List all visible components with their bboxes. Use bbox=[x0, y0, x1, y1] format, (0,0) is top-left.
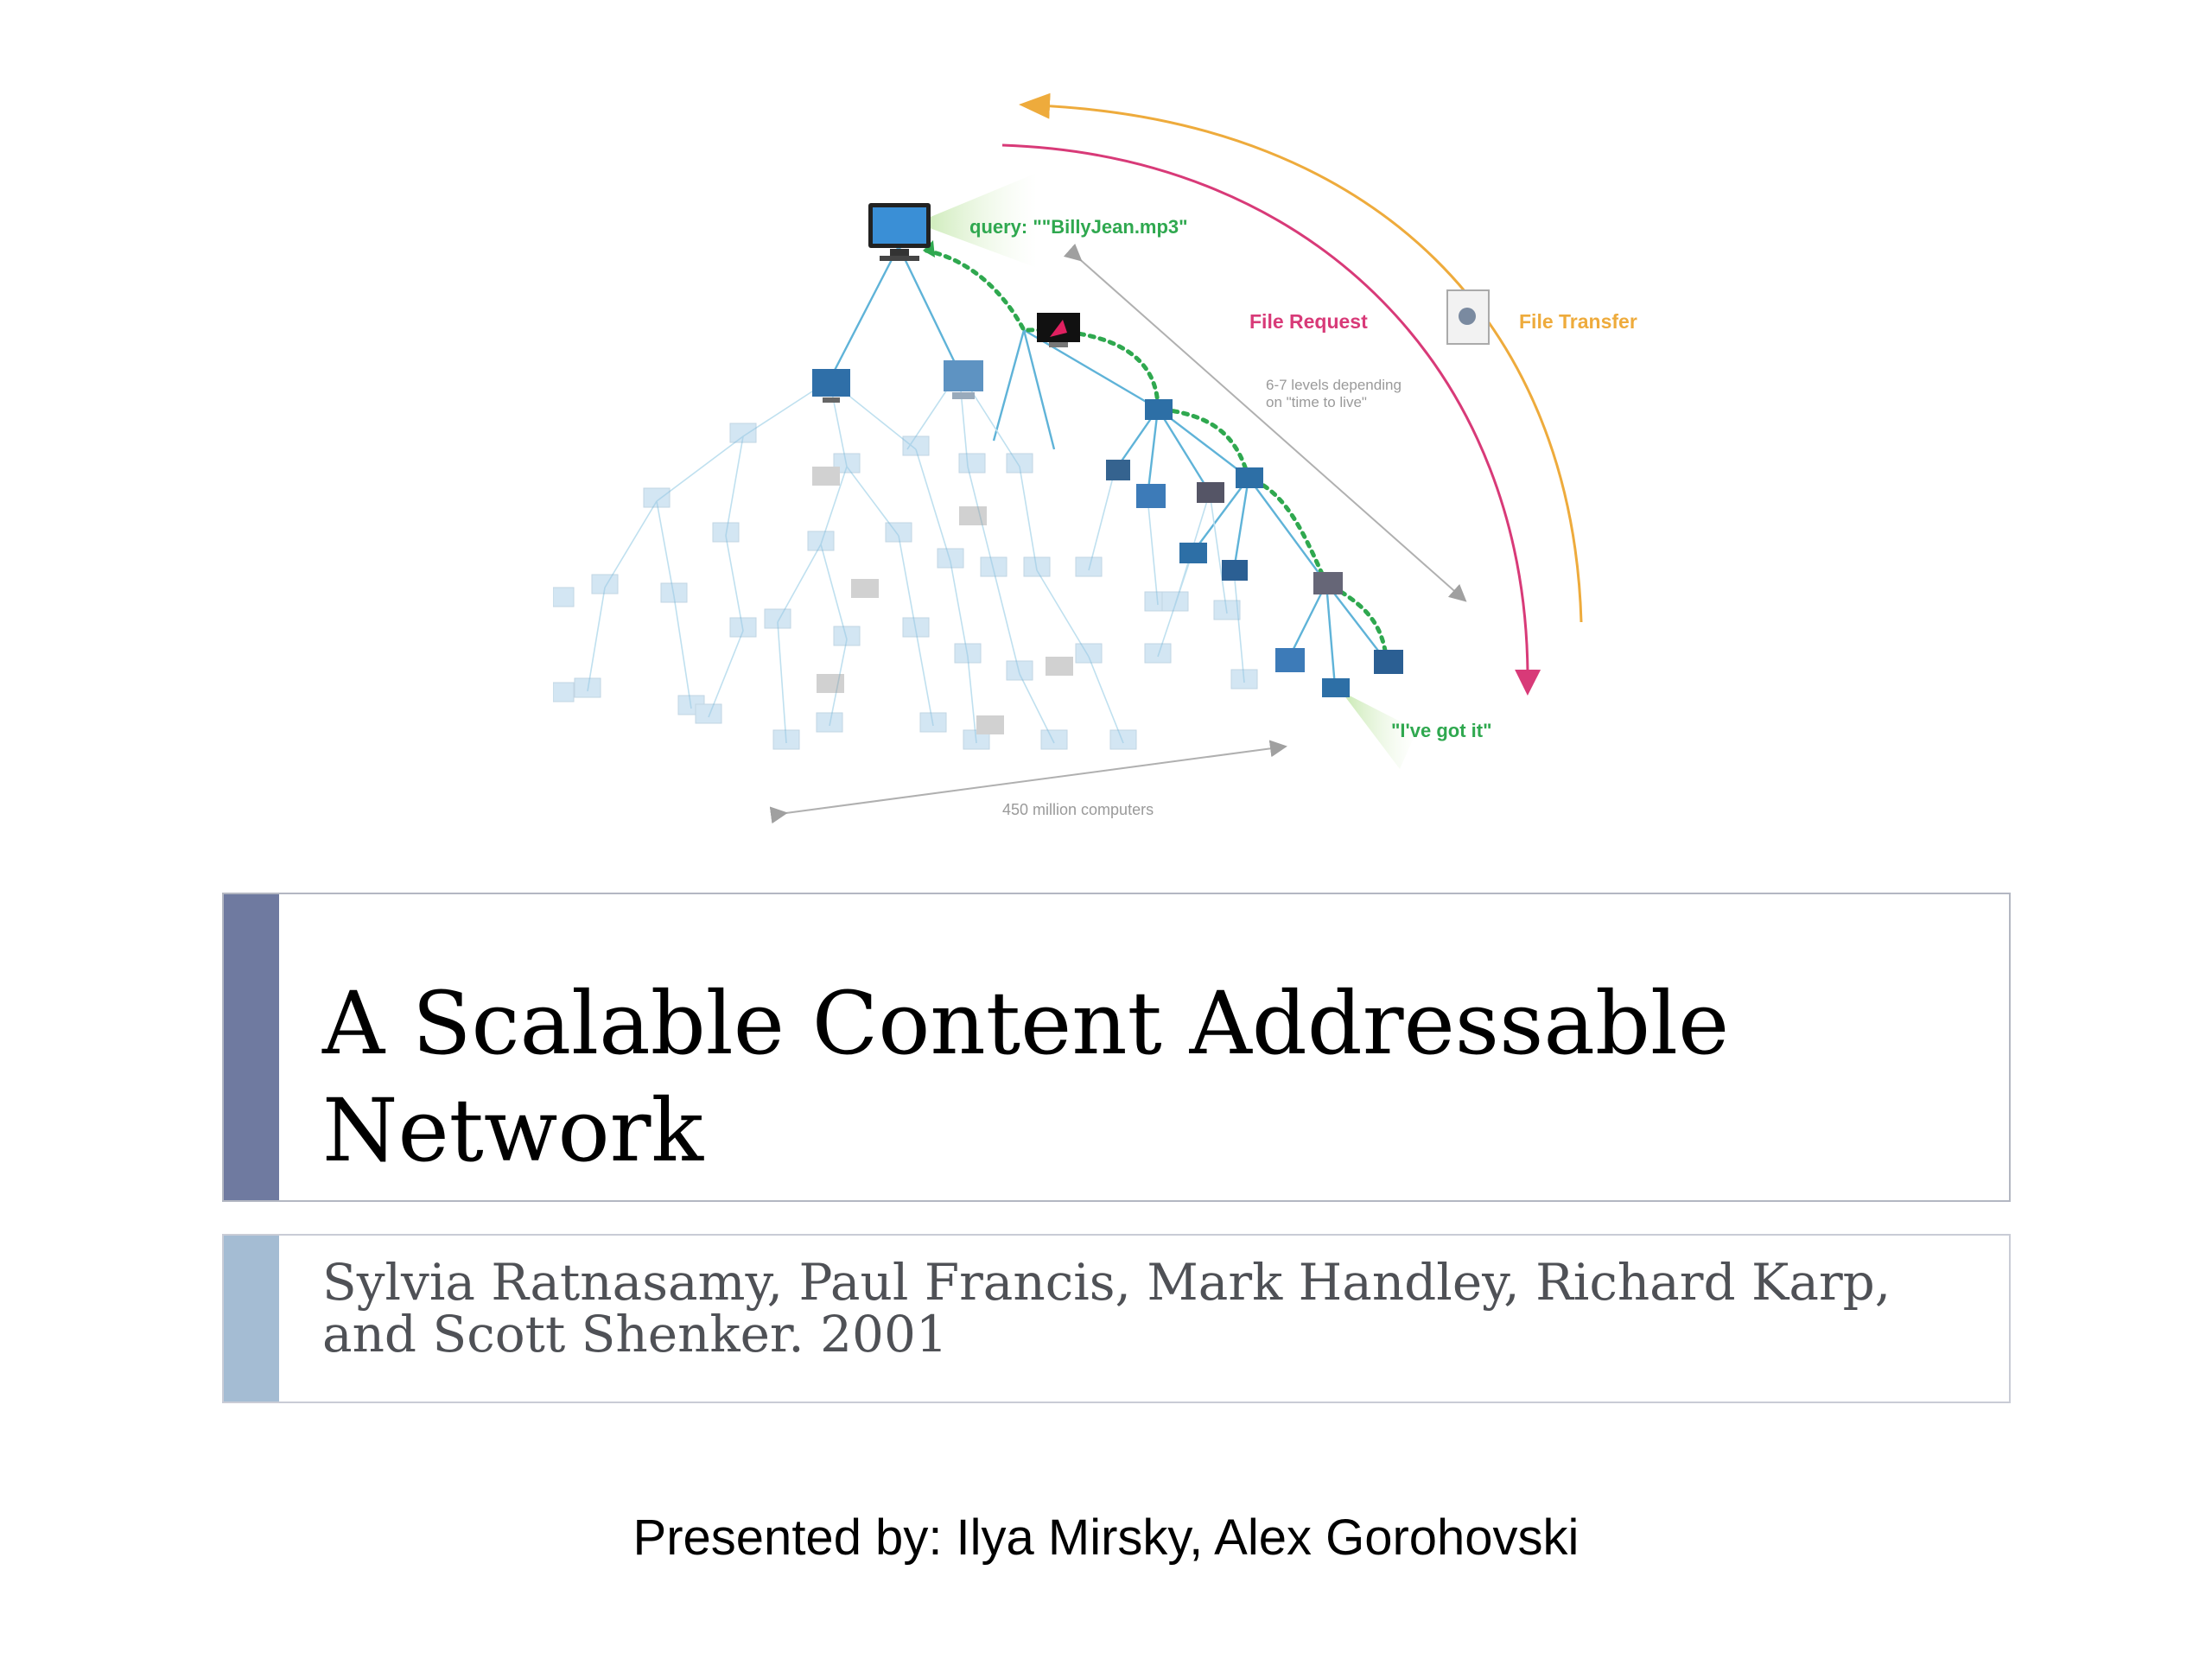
authors-line-2: and Scott Shenker. 2001 bbox=[322, 1305, 948, 1363]
computer-icon bbox=[1322, 678, 1350, 697]
levels-note-line2: on "time to live" bbox=[1266, 394, 1367, 410]
computer-icon bbox=[1222, 560, 1248, 581]
active-computers bbox=[812, 203, 1403, 697]
computers-label: 450 million computers bbox=[1002, 801, 1154, 818]
levels-note-line1: 6-7 levels depending bbox=[1266, 377, 1402, 393]
title-line-1: A Scalable Content Addressable bbox=[322, 973, 1730, 1074]
computer-icon bbox=[1145, 399, 1173, 420]
computer-icon bbox=[1179, 543, 1207, 563]
computer-icon bbox=[1136, 484, 1166, 508]
title-accent-bar bbox=[224, 894, 279, 1200]
computer-icon bbox=[1106, 460, 1130, 480]
computer-icon bbox=[812, 369, 850, 403]
querying-computer-icon bbox=[868, 203, 931, 261]
file-request-label: File Request bbox=[1249, 310, 1368, 333]
computer-icon bbox=[1313, 572, 1343, 594]
network-diagram bbox=[553, 86, 1659, 847]
title-box bbox=[222, 893, 2011, 1202]
file-transfer-label: File Transfer bbox=[1519, 310, 1637, 333]
computer-icon bbox=[1275, 648, 1305, 672]
authors-box bbox=[222, 1234, 2011, 1403]
found-computer-icon bbox=[1374, 650, 1403, 674]
computer-icon bbox=[1236, 467, 1263, 488]
levels-arrow bbox=[1076, 256, 1460, 596]
file-icon bbox=[1447, 290, 1489, 344]
authors-line-1: Sylvia Ratnasamy, Paul Francis, Mark Handley, Richard Karp, bbox=[322, 1253, 1891, 1312]
authors-accent-bar bbox=[224, 1236, 279, 1402]
title-line-2: Network bbox=[322, 1080, 704, 1181]
media-computer-icon bbox=[1037, 313, 1080, 347]
computer-icon bbox=[1197, 482, 1224, 503]
slide-title bbox=[322, 970, 1964, 1185]
faded-computers bbox=[553, 423, 1257, 749]
computer-icon bbox=[944, 360, 983, 399]
authors-text bbox=[322, 1253, 1981, 1363]
query-label: query: ""BillyJean.mp3" bbox=[969, 216, 1188, 238]
presenters: Presented by: Ilya Mirsky, Alex Gorohovski bbox=[632, 1510, 1580, 1566]
got-it-label: "I've got it" bbox=[1391, 720, 1492, 741]
